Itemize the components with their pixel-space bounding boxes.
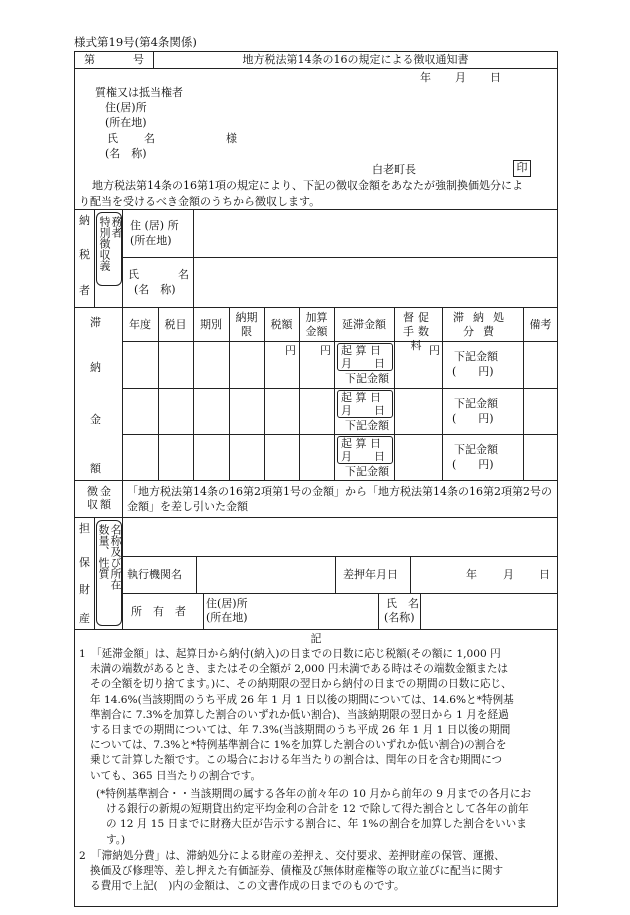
- late-below-amount: 下記金額: [345, 419, 389, 432]
- divider: [94, 209, 95, 307]
- collateral-side-2: 保: [79, 556, 90, 569]
- note-line: 乗じて計算した額です。この場合における年当たりの割合は、閏年の日を含む期間につ: [90, 754, 503, 767]
- col-header-deadline: 納期限: [235, 311, 258, 338]
- divider: [74, 307, 558, 308]
- divider: [442, 307, 443, 480]
- proc-paren-yen: ( 円): [452, 458, 494, 471]
- form-number: 様式第19号(第4条関係): [74, 35, 197, 49]
- addressee-address-label: 住(居)所: [105, 101, 147, 114]
- collateral-bracket-col-1: 名称及び所在: [109, 524, 122, 590]
- note-line: の 12 月 15 日までに財務大臣が告示する割合に、年 1%の割合を加算した割合をいいま: [106, 818, 527, 831]
- owner-address-paren: (所在地): [206, 611, 248, 624]
- divider: [122, 307, 123, 480]
- late-kisan-1: 起 算 日: [341, 344, 381, 357]
- note-1: [79, 647, 557, 784]
- late-kisan-1: 起 算 日: [341, 437, 381, 450]
- taxpayer-name-2: 名: [178, 268, 189, 281]
- number-label-dai: 第: [84, 53, 95, 66]
- note-line: る費用で上記( )内の金額は、この文書作成の日までのものです。: [90, 880, 405, 893]
- late-below-amount: 下記金額: [345, 465, 389, 478]
- note-2: [79, 849, 557, 895]
- seizure-day: 日: [539, 568, 550, 581]
- divider: [299, 307, 300, 480]
- date-day: 日: [490, 71, 501, 84]
- divider: [193, 307, 194, 480]
- divider: [196, 556, 197, 593]
- number-label-go: 号: [133, 53, 144, 66]
- divider: [122, 556, 558, 557]
- note-line: 換価及び修理等、差し押えた有価証券、債権及び無体財産権等の取立並びに配当に関す: [90, 865, 504, 878]
- divider: [74, 480, 558, 481]
- divider: [94, 517, 95, 629]
- addressee-name-paren: (名 称): [105, 147, 147, 160]
- intro-line-2: り配当を受けるべき金額のうちから徴収します。: [79, 195, 321, 208]
- note-line: については、7.3%と*特例基準割合に 1%を加算した割合のいずれか低い割合)の割合を: [90, 739, 507, 752]
- divider: [122, 517, 123, 629]
- note-line: 1 「延滞金額」は、起算日から納付(納入)の日までの日数に応じ税額(その額に 1,000 円: [79, 648, 501, 660]
- col-header-fee: 督促手数料: [403, 311, 433, 352]
- addressee-name-1: 氏: [107, 132, 118, 145]
- divider: [203, 593, 204, 629]
- col-header-period: 期別: [200, 318, 222, 331]
- collateral-side-4: 産: [79, 612, 90, 625]
- owner-name-label: 氏 名: [386, 597, 419, 610]
- seizure-month: 月: [503, 568, 514, 581]
- note-line: 年 14.6%(当該期間のうち平成 26 年 1 月 1 日以後の期間については、14.6%と*特例基: [90, 693, 514, 706]
- note-line: す。): [106, 833, 126, 846]
- tax-yen: 円: [285, 344, 296, 357]
- collection-label: 徴金収額: [87, 485, 113, 511]
- divider: [420, 593, 421, 629]
- note-line: いても、365 日当たりの割合です。: [90, 769, 262, 782]
- col-header-addl: 加算金額: [305, 311, 328, 338]
- issuer-name: 白老町長: [372, 163, 416, 176]
- divider: [122, 593, 558, 594]
- taxpayer-side-1: 納: [79, 214, 90, 227]
- intro-line-1: 地方税法第14条の16第1項の規定により、下記の徴収金額をあなたが強制換価処分によ: [92, 179, 523, 192]
- exec-agency-label: 執行機関名: [127, 568, 182, 581]
- proc-below-amount: 下記金額: [454, 350, 498, 363]
- col-header-proc: 滞納処分費: [453, 311, 513, 338]
- addressee-role: 質権又は抵当権者: [95, 86, 183, 99]
- divider: [193, 209, 194, 307]
- note-line: 2 「滞納処分費」は、滞納処分による財産の差押え、交付要求、差押財産の保管、運搬、: [79, 850, 505, 862]
- note-line: 準割合に 7.3%を加算した割合のいずれか低い割合)、当該納期限の翌日から 1 月を経過: [90, 708, 509, 721]
- owner-address-label: 住(居)所: [206, 597, 248, 610]
- divider: [74, 68, 558, 69]
- late-kisan-2: 月 日: [341, 357, 385, 370]
- taxpayer-side-2: 税: [79, 248, 90, 261]
- taxpayer-side-3: 者: [79, 284, 90, 297]
- late-kisan-2: 月 日: [341, 404, 385, 417]
- notes-heading: 記: [310, 632, 322, 645]
- col-header-note: 備考: [529, 318, 552, 331]
- divider: [122, 257, 558, 258]
- owner-label: 所 有 者: [131, 605, 186, 618]
- divider: [122, 388, 558, 389]
- divider: [410, 556, 411, 593]
- divider: [264, 307, 265, 480]
- note-line: (*特例基準割合・・当該期間の属する各年の前々年の 10 月から前年の 9 月までの各月にお: [96, 788, 532, 800]
- divider: [122, 434, 558, 435]
- note-1-sub: [96, 787, 556, 848]
- proc-below-amount: 下記金額: [454, 397, 498, 410]
- seizure-year: 年: [466, 568, 477, 581]
- col-header-item: 税目: [164, 318, 187, 331]
- note-line: その全額を切り捨てます。)に、その納期限の翌日から納付の日までの期間の日数に応じ、: [90, 678, 512, 691]
- addressee-address-paren: (所在地): [105, 116, 147, 129]
- arrears-side-4: 額: [90, 462, 101, 475]
- divider: [335, 556, 336, 593]
- arrears-side-3: 金: [90, 413, 101, 426]
- divider: [74, 209, 558, 210]
- divider: [523, 307, 524, 480]
- divider: [229, 307, 230, 480]
- col-header-late: 延滞金額: [342, 318, 386, 331]
- divider: [74, 629, 558, 630]
- arrears-side-1: 滞: [90, 316, 101, 329]
- collateral-side-3: 財: [79, 583, 90, 596]
- note-line: する日までの期間については、年 7.3%(当該期間のうち平成 26 年 1 月 1 日以後の期間: [90, 724, 511, 737]
- arrears-side-2: 納: [90, 361, 101, 374]
- official-seal: 印: [513, 160, 531, 177]
- taxpayer-name-1: 氏: [128, 268, 139, 281]
- note-line: 未満の端数があるとき、またはその全額が 2,000 円未満である時はその端数金額または: [90, 663, 509, 676]
- collection-text-1: 「地方税法第14条の16第2項第1号の金額」から「地方税法第14条の16第2項第2号の: [127, 485, 552, 498]
- owner-name-paren: (名称): [384, 611, 415, 624]
- divider: [122, 341, 558, 342]
- taxpayer-address-label: 住 (居) 所: [130, 219, 179, 232]
- taxpayer-bracket-col-1: 務者: [110, 216, 123, 238]
- taxpayer-name-paren: (名 称): [134, 283, 176, 296]
- addl-yen: 円: [320, 344, 331, 357]
- late-kisan-1: 起 算 日: [341, 391, 381, 404]
- late-kisan-2: 月 日: [341, 450, 385, 463]
- fee-yen: 円: [429, 344, 440, 357]
- divider: [378, 593, 379, 629]
- date-month: 月: [455, 71, 466, 84]
- document-title: 地方税法第14条の16の規定による徴収通知書: [242, 53, 469, 66]
- divider: [394, 307, 395, 480]
- proc-paren-yen: ( 円): [452, 365, 494, 378]
- divider: [334, 307, 335, 480]
- seizure-date-label: 差押年月日: [343, 568, 398, 581]
- taxpayer-bracket-col-2: 特別徴収義: [98, 216, 111, 271]
- date-year: 年: [420, 71, 431, 84]
- note-line: ける銀行の新規の短期貸出約定平均金利の合計を 12 で除して得た割合として各年の前年: [106, 803, 529, 816]
- late-below-amount: 下記金額: [345, 372, 389, 385]
- addressee-name-2: 名: [144, 132, 155, 145]
- collateral-side-1: 担: [79, 522, 90, 535]
- divider: [158, 307, 159, 480]
- collection-text-2: 金額」を差し引いた金額: [127, 500, 248, 513]
- divider: [74, 517, 558, 518]
- proc-paren-yen: ( 円): [452, 412, 494, 425]
- col-header-tax: 税額: [270, 318, 293, 331]
- addressee-sama: 様: [226, 132, 237, 145]
- proc-below-amount: 下記金額: [454, 443, 498, 456]
- taxpayer-address-paren: (所在地): [130, 234, 172, 247]
- divider: [122, 480, 123, 517]
- collateral-bracket-col-2: 数量、性質: [97, 524, 110, 579]
- col-header-year: 年度: [129, 318, 151, 331]
